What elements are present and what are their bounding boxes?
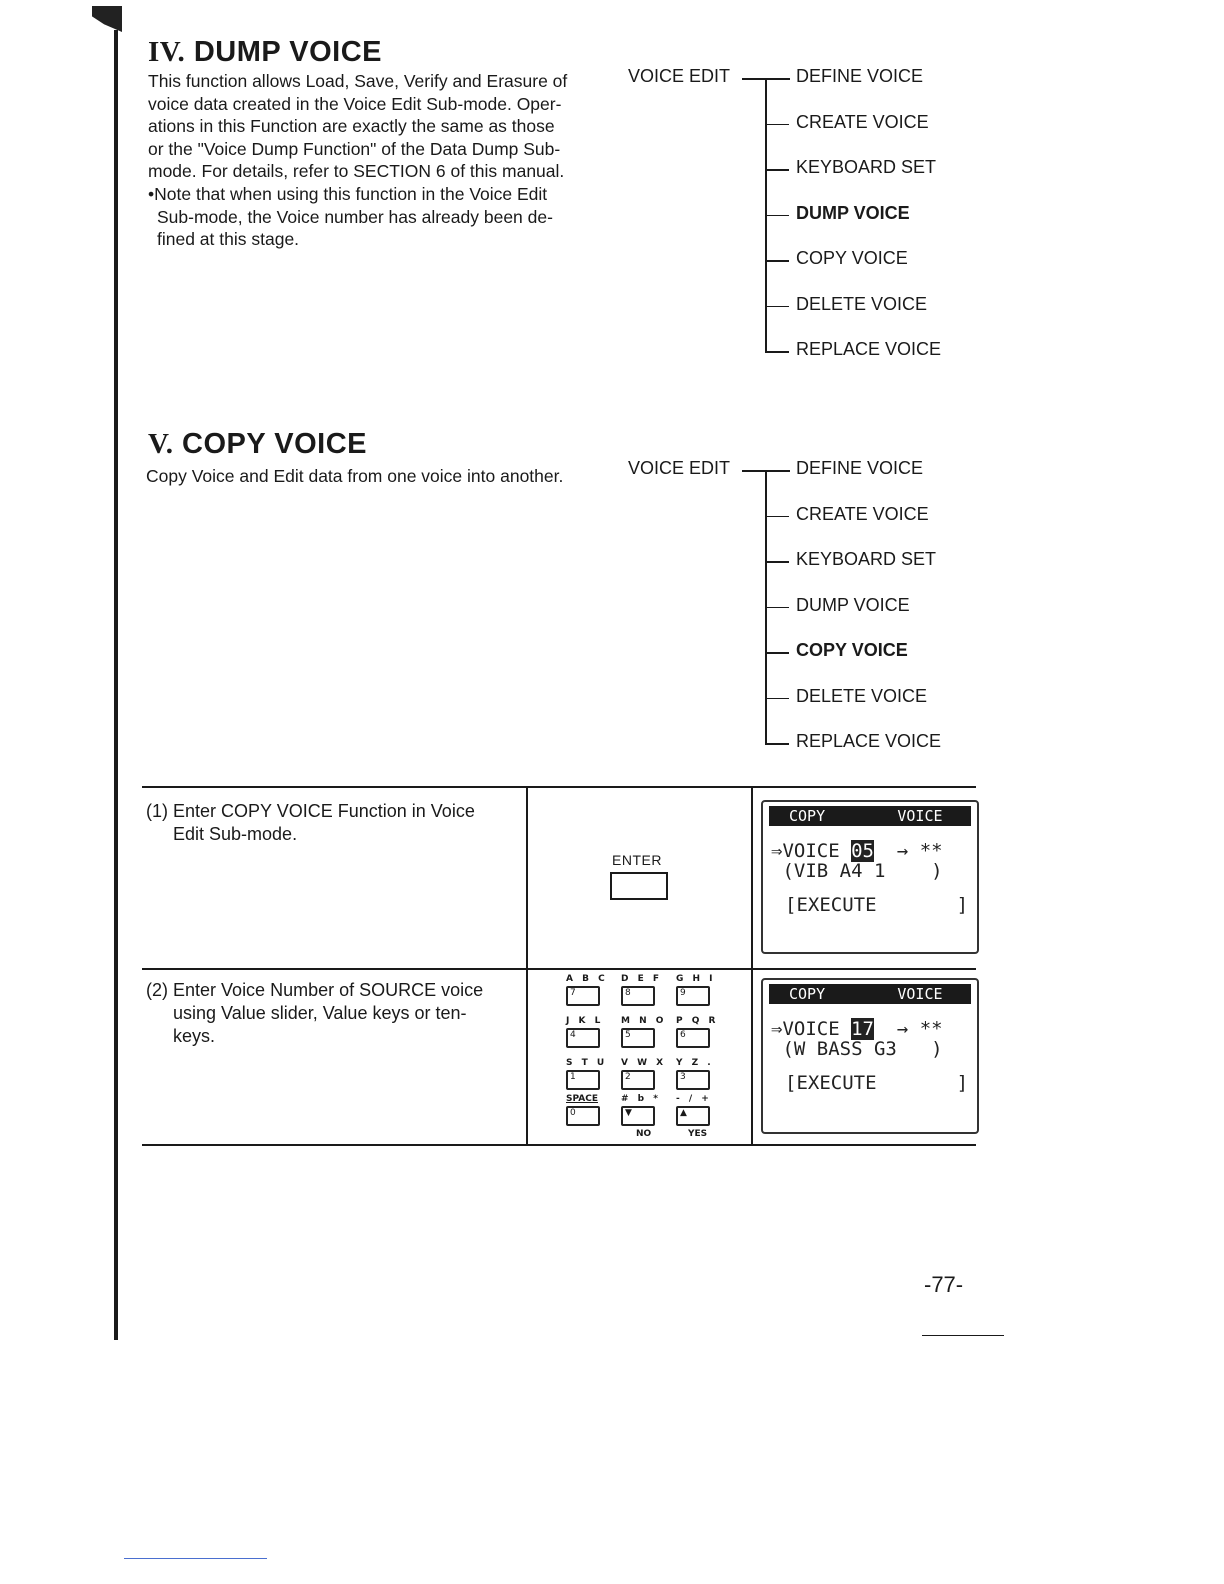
tree-root-label: VOICE EDIT — [628, 458, 731, 478]
lcd-execute-line: [EXECUTE ] — [785, 1072, 969, 1094]
paragraph-line: •Note that when using this function in the Voice Edit — [148, 183, 548, 204]
tree-item: COPY VOICE — [796, 640, 908, 660]
keypad-key[interactable] — [621, 1106, 655, 1126]
keypad-key-number: ▲ — [680, 1108, 687, 1118]
keypad-key-number: 5 — [625, 1030, 631, 1040]
tree-branch — [765, 698, 789, 700]
step-number: (1) — [146, 801, 168, 821]
keypad-letter-label: P Q R — [676, 1016, 719, 1026]
keypad-letter-label: M N O — [621, 1016, 667, 1026]
lcd-display-1 — [761, 800, 979, 954]
tree-item: CREATE VOICE — [796, 111, 929, 132]
step-line: Edit Sub-mode. — [173, 824, 298, 844]
tree-branch — [765, 306, 789, 308]
section-numeral: IV. — [148, 36, 186, 68]
lcd-voice-line — [771, 1018, 943, 1040]
keypad-key[interactable] — [566, 1106, 600, 1126]
step-line: Enter Voice Number of SOURCE voice — [173, 980, 484, 1000]
tree-branch — [765, 351, 789, 353]
lcd-title: COPY VOICE — [789, 807, 943, 825]
tree-branch — [765, 607, 789, 609]
tree-branch — [765, 260, 789, 262]
lcd-name-line: (W BASS G3 ) — [771, 1038, 943, 1060]
keypad-key[interactable] — [566, 1070, 600, 1090]
tree-branch — [765, 169, 789, 171]
tree-branch — [765, 516, 789, 518]
tree-item: KEYBOARD SET — [796, 157, 937, 177]
bottom-link-rule — [124, 1558, 267, 1559]
table-col-divider-1 — [526, 786, 528, 1146]
keypad-key-number: 6 — [680, 1030, 686, 1040]
lcd-display-2 — [761, 978, 979, 1134]
paragraph-line: or the "Voice Dump Function" of the Data Dump Sub- — [148, 138, 561, 159]
section-title: COPY VOICE — [182, 428, 367, 460]
tree-item: REPLACE VOICE — [796, 339, 942, 359]
step-number: (2) — [146, 980, 168, 1000]
step-2-text — [146, 979, 516, 1048]
tree-item: KEYBOARD SET — [796, 549, 937, 569]
lcd-voice-number: 17 — [851, 1018, 874, 1040]
keypad-key-number: 4 — [570, 1030, 576, 1040]
keypad-letter-label: S T U — [566, 1058, 608, 1068]
keypad-key-number: 0 — [570, 1108, 576, 1118]
keypad-no-label: NO — [636, 1129, 652, 1139]
paragraph-line: ations in this Function are exactly the same as those — [148, 116, 555, 137]
tree-branch — [765, 652, 789, 654]
keypad-key[interactable] — [676, 1070, 710, 1090]
ten-keypad — [560, 974, 730, 1144]
keypad-key[interactable] — [621, 986, 655, 1006]
tree-item: DEFINE VOICE — [796, 458, 924, 478]
lcd-title-bar — [769, 984, 971, 1004]
section-heading-dump-voice — [148, 36, 382, 69]
lcd-title: COPY VOICE — [789, 985, 943, 1003]
tree-item: DEFINE VOICE — [796, 66, 924, 86]
lcd-name-line: (VIB A4 1 ) — [771, 860, 943, 882]
section-numeral: V. — [148, 428, 174, 460]
keypad-key[interactable] — [566, 986, 600, 1006]
keypad-yes-label: YES — [688, 1129, 708, 1139]
keypad-letter-label: SPACE — [566, 1094, 598, 1104]
table-mid-rule — [142, 968, 976, 970]
tree-item: DUMP VOICE — [796, 594, 910, 615]
tree-item: COPY VOICE — [796, 248, 908, 268]
table-bottom-rule — [142, 1144, 976, 1146]
tree-branch — [765, 124, 789, 126]
keypad-key[interactable] — [621, 1070, 655, 1090]
section-heading-copy-voice — [148, 428, 367, 461]
step-1-text — [146, 800, 516, 846]
paragraph-line: mode. For details, refer to SECTION 6 of this manual. — [148, 161, 565, 182]
keypad-key-number: 8 — [625, 988, 631, 998]
tree-branch — [765, 743, 789, 745]
footer-rule — [922, 1335, 1004, 1336]
keypad-letter-label: G H I — [676, 974, 716, 984]
dump-voice-description — [148, 70, 567, 251]
tree-item: DELETE VOICE — [796, 685, 928, 706]
keypad-letter-label: Y Z . — [676, 1058, 714, 1068]
keypad-key-number: 1 — [570, 1072, 576, 1082]
keypad-letter-label: A B C — [566, 974, 608, 984]
keypad-key-number: 3 — [680, 1072, 686, 1082]
table-top-rule — [142, 786, 976, 788]
keypad-key-number: 2 — [625, 1072, 631, 1082]
paragraph-line: Sub-mode, the Voice number has already been de- — [157, 206, 553, 227]
tree-item: CREATE VOICE — [796, 503, 929, 524]
enter-key-label: ENTER — [612, 852, 662, 868]
lcd-voice-suffix: → ** — [873, 840, 943, 862]
keypad-letter-label: # b * — [621, 1094, 661, 1104]
keypad-key[interactable] — [676, 1106, 710, 1126]
keypad-letter-label: - / + — [676, 1094, 712, 1104]
lcd-voice-prefix: ⇒VOICE — [771, 840, 852, 862]
page-corner-mark — [92, 6, 122, 32]
tree-item: DELETE VOICE — [796, 293, 928, 314]
keypad-letter-label: V W X — [621, 1058, 667, 1068]
lcd-voice-number: 05 — [851, 840, 874, 862]
enter-key[interactable] — [610, 872, 668, 900]
paragraph-line: voice data created in the Voice Edit Sub-mode. Oper- — [148, 93, 562, 114]
lcd-voice-prefix: ⇒VOICE — [771, 1018, 852, 1040]
keypad-key-number: 9 — [680, 988, 686, 998]
lcd-voice-line — [771, 840, 943, 862]
page-number: -77- — [924, 1272, 964, 1297]
voice-edit-tree-2 — [628, 458, 988, 758]
keypad-key-number: 7 — [570, 988, 576, 998]
keypad-letter-label: D E F — [621, 974, 663, 984]
tree-branch — [765, 561, 789, 563]
copy-voice-description: Copy Voice and Edit data from one voice into another. — [146, 466, 564, 486]
keypad-key[interactable] — [566, 1028, 600, 1048]
keypad-key-number: ▼ — [625, 1108, 632, 1118]
step-line: Enter COPY VOICE Function in Voice — [173, 801, 475, 821]
tree-root-label: VOICE EDIT — [628, 66, 731, 86]
tree-branch — [765, 215, 789, 217]
keypad-key[interactable] — [676, 986, 710, 1006]
binding-edge — [114, 30, 118, 1340]
step-line: using Value slider, Value keys or ten- — [173, 1003, 467, 1023]
section-title: DUMP VOICE — [193, 36, 382, 68]
voice-edit-tree-1 — [628, 66, 988, 366]
tree-item: DUMP VOICE — [796, 202, 910, 223]
step-line: keys. — [173, 1026, 216, 1046]
keypad-key[interactable] — [621, 1028, 655, 1048]
lcd-execute-line: [EXECUTE ] — [785, 894, 969, 916]
paragraph-line: This function allows Load, Save, Verify and Erasure of — [148, 71, 568, 91]
keypad-letter-label: J K L — [566, 1016, 604, 1026]
lcd-voice-suffix: → ** — [873, 1018, 943, 1040]
table-col-divider-2 — [751, 786, 753, 1146]
tree-item: REPLACE VOICE — [796, 731, 942, 751]
lcd-title-bar — [769, 806, 971, 826]
paragraph-line: fined at this stage. — [157, 229, 300, 250]
keypad-key[interactable] — [676, 1028, 710, 1048]
